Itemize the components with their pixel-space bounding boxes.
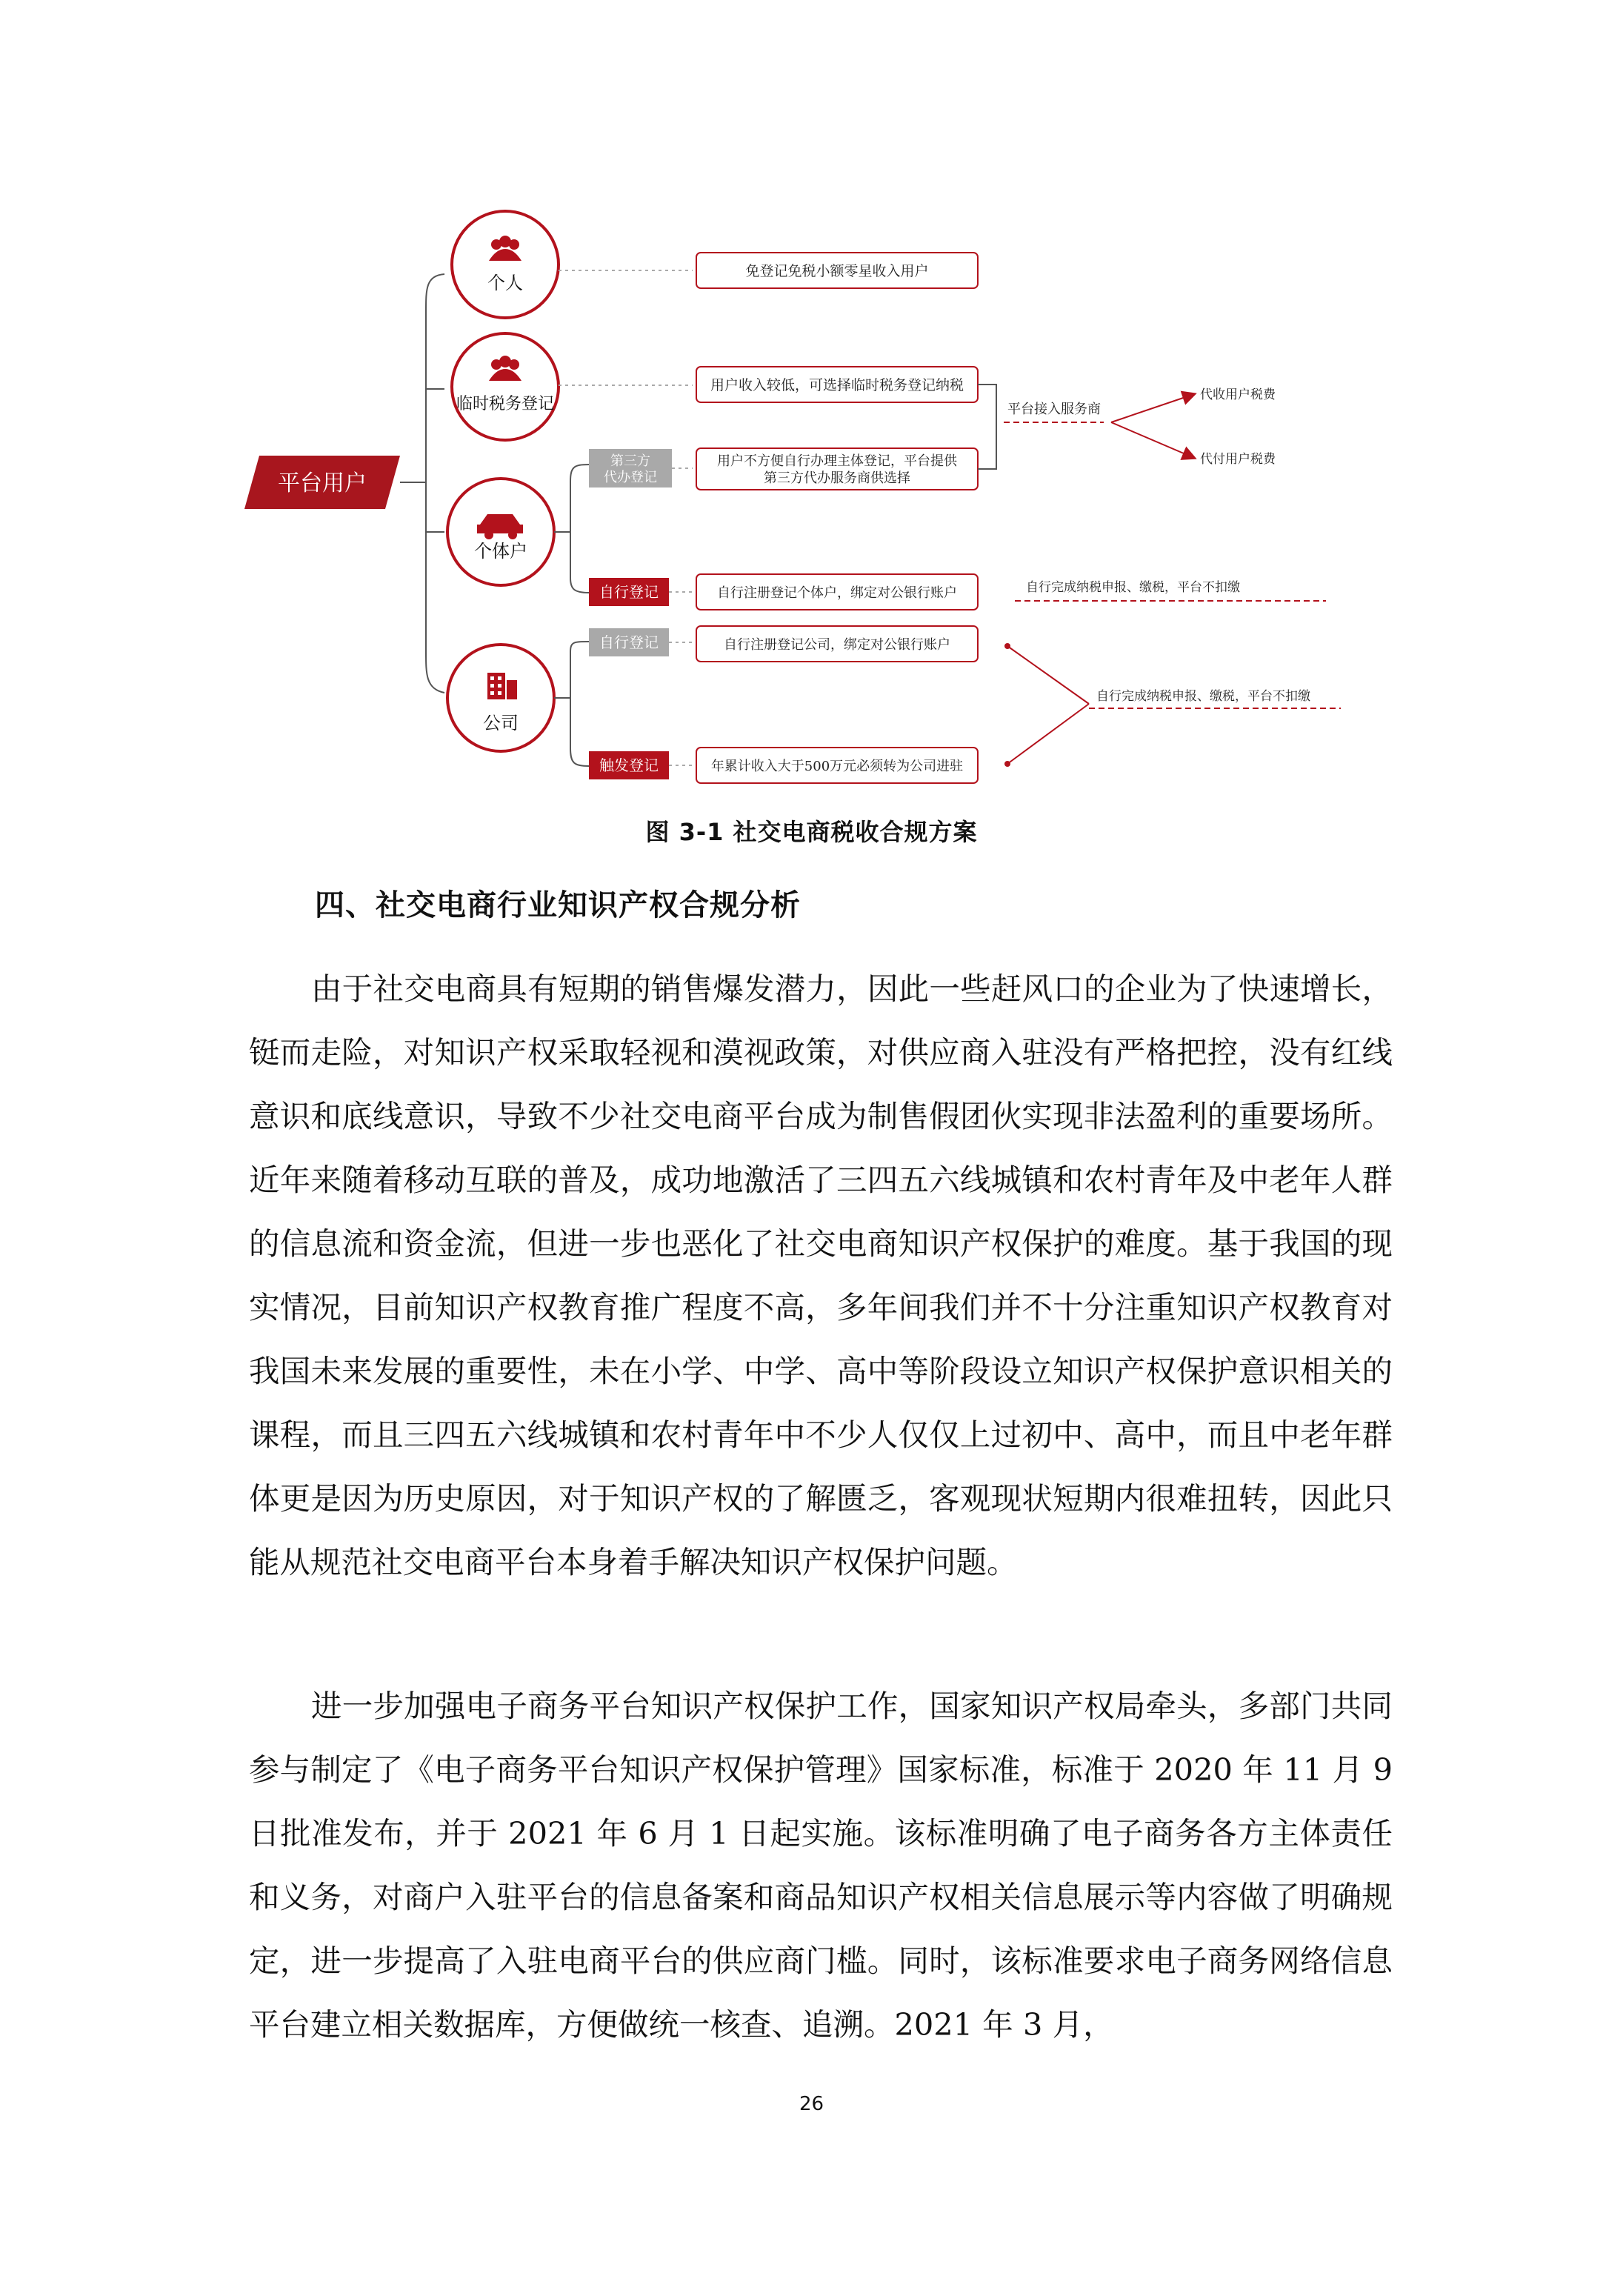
- box-self-business: [696, 574, 978, 610]
- box-trigger: [696, 748, 978, 783]
- tag-self-register-business: [589, 578, 669, 606]
- box-third-party-line1: 用户不方便自行办理主体登记，平台提供: [717, 453, 957, 469]
- box-exempt-label: 免登记免税小额零星收入用户: [745, 263, 929, 279]
- self-complete-label-1: 自行完成纳税申报、缴税，平台不扣缴: [1026, 580, 1240, 595]
- box-temp-label: 用户收入较低，可选择临时税务登记纳税: [710, 377, 964, 393]
- section-heading: 四、社交电商行业知识产权合规分析: [315, 888, 801, 922]
- box-self-company: [696, 626, 978, 662]
- body-paragraph: 进一步加强电子商务平台知识产权保护工作，国家知识产权局牵头，多部门共同参与制定了《电子商务平台知识产权保护管理》国家标准，标准于 2020 年 11 月 9 日批准发布，并于 2021 年 6 月 1 日起实施。该标准明确了电子商务各方主体责任和义务，对商户入驻平台的信息备案和商品知识产权相关信息展示等内容做了明确规定，进一步提高了入驻电商平台的供应商门槛。同时，该标准要求电子商务网络信息平台建立相关数据库，方便做统一核查、追溯。2021 年 3 月，: [249, 1688, 1393, 2043]
- tax-compliance-diagram: [0, 0, 1623, 808]
- node-temp-label: 临时税务登记: [456, 395, 555, 413]
- tag-third-party: [589, 449, 672, 488]
- node-business: [447, 479, 554, 585]
- tag-trigger-register-label: 触发登记: [599, 756, 659, 774]
- tag-third-party-line2: 代办登记: [604, 470, 657, 485]
- node-temp-registration: [452, 333, 559, 440]
- pay-fee-label: 代付用户税费: [1200, 452, 1276, 467]
- collect-fee-label: 代收用户税费: [1200, 387, 1276, 402]
- root-node: [244, 456, 400, 509]
- service-provider-label: 平台接入服务商: [1007, 402, 1101, 417]
- tag-self-register-company: [589, 628, 669, 656]
- tag-self-register-company-label: 自行登记: [599, 633, 659, 651]
- tag-self-register-business-label: 自行登记: [599, 583, 659, 601]
- node-business-label: 个体户: [474, 541, 527, 562]
- page-number: 26: [799, 2093, 824, 2115]
- box-temp: [696, 367, 978, 402]
- node-company: [447, 645, 554, 751]
- box-trigger-label: 年累计收入大于500万元必须转为公司进驻: [710, 759, 964, 774]
- box-third-party: [696, 448, 978, 490]
- node-individual: [452, 211, 559, 318]
- box-self-business-label: 自行注册登记个体户，绑定对公银行账户: [717, 585, 957, 601]
- box-exempt: [696, 253, 978, 288]
- self-complete-label-2: 自行完成纳税申报、缴税，平台不扣缴: [1096, 689, 1310, 704]
- root-label: 平台用户: [278, 470, 367, 496]
- tag-trigger-register: [589, 751, 669, 779]
- node-individual-label: 个人: [487, 273, 523, 293]
- figure-caption: 图 3-1 社交电商税收合规方案: [645, 818, 978, 846]
- box-third-party-line2: 第三方代办服务商供选择: [764, 470, 910, 486]
- node-company-label: 公司: [483, 713, 519, 733]
- body-paragraph: 由于社交电商具有短期的销售爆发潜力，因此一些赶风口的企业为了快速增长，铤而走险，对知识产权采取轻视和漠视政策，对供应商入驻没有严格把控，没有红线意识和底线意识，导致不少社交电商平台成为制售假团伙实现非法盈利的重要场所。近年来随着移动互联的普及，成功地激活了三四五六线城镇和农村青年及中老年人群的信息流和资金流，但进一步也恶化了社交电商知识产权保护的难度。基于我国的现实情况，目前知识产权教育推广程度不高，多年间我们并不十分注重知识产权教育对我国未来发展的重要性，未在小学、中学、高中等阶段设立知识产权保护意识相关的课程，而且三四五六线城镇和农村青年中不少人仅仅上过初中、高中，而且中老年群体更是因为历史原因，对于知识产权的了解匮乏，客观现状短期内很难扭转，因此只能从规范社交电商平台本身着手解决知识产权保护问题。: [249, 971, 1393, 1580]
- tag-third-party-line1: 第三方: [610, 453, 650, 469]
- box-self-company-label: 自行注册登记公司，绑定对公银行账户: [724, 637, 950, 653]
